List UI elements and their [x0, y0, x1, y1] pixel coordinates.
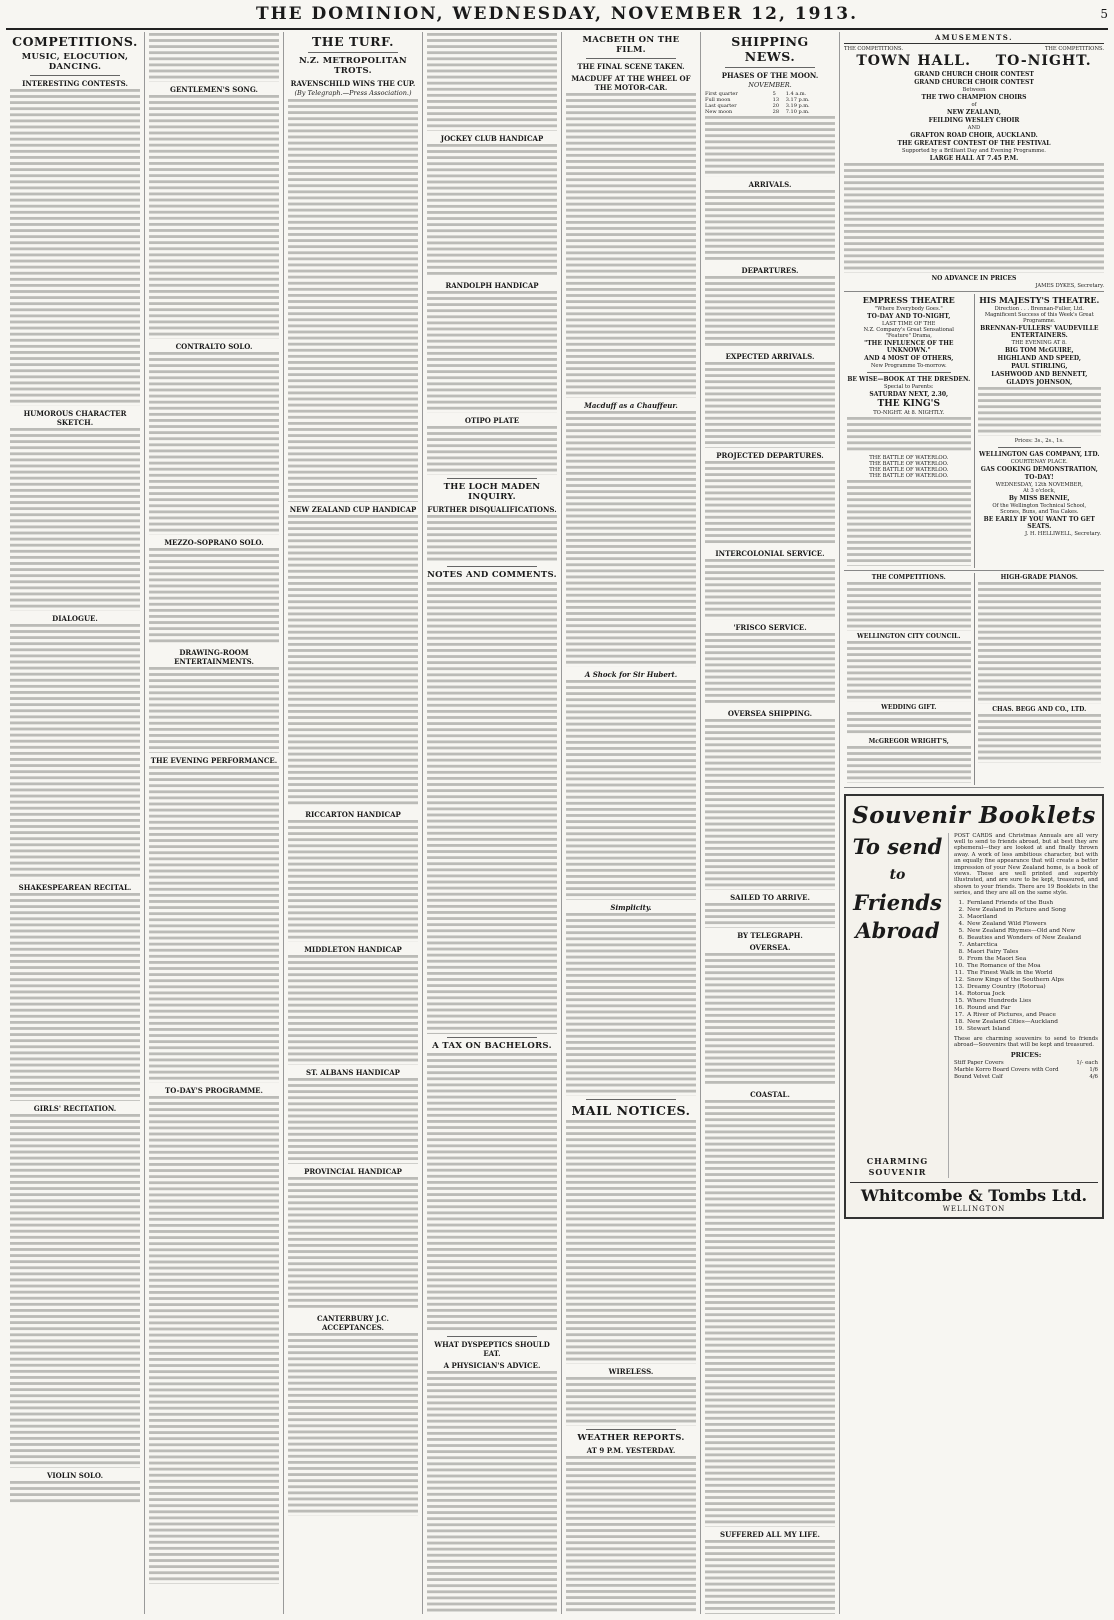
- ad-line: New Programme To-morrow.: [870, 362, 947, 369]
- phase-time: 1.4 a.m.: [785, 91, 807, 97]
- ad-line: THE GREATEST CONTEST OF THE FESTIVAL: [897, 140, 1051, 147]
- section-heading: Simplicity.: [610, 902, 652, 912]
- booklet-item: 18. New Zealand Cities—Auckland: [954, 1018, 1058, 1025]
- article-body: [288, 1177, 418, 1311]
- ad-line: WELLINGTON CITY COUNCIL.: [857, 632, 961, 640]
- price-row: [954, 1060, 1098, 1067]
- phase-day: 13: [772, 97, 780, 103]
- article-body: [10, 89, 140, 406]
- ad-body: [844, 163, 1104, 273]
- ad-line: BE WISE—BOOK AT THE DRESDEN.: [847, 375, 971, 383]
- turf-subheading: N.Z. METROPOLITAN TROTS.: [299, 56, 407, 76]
- ad-line: BE EARLY IF YOU WANT TO GET SEATS.: [983, 515, 1095, 530]
- ad-line: Of the Wellington Technical School,: [992, 502, 1087, 509]
- souvenir-tagline: Abroad: [855, 917, 940, 943]
- booklet-item: 6. Beauties and Wonders of New Zealand: [958, 934, 1082, 941]
- article-body: [288, 955, 418, 1065]
- price-value: 4/6: [1089, 1073, 1098, 1080]
- ad-line: J. H. HELLIWELL, Secretary.: [1025, 530, 1101, 537]
- article-body: [705, 190, 835, 263]
- macbeth-heading: MACBETH ON THE FILM.: [582, 35, 680, 55]
- ad-line: HIGH-GRADE PIANOS.: [1000, 573, 1078, 581]
- phase-name: New moon: [705, 109, 733, 115]
- article-body: [566, 411, 696, 667]
- section-heading: HUMOROUS CHARACTER SKETCH.: [23, 409, 127, 428]
- section-heading: A Shock for Sir Hubert.: [584, 670, 678, 680]
- ad-line: Scones, Buns, and Tea Cakes.: [1000, 508, 1079, 515]
- article-body: [705, 719, 835, 890]
- section-heading: JOCKEY CLUB HANDICAP: [440, 133, 544, 143]
- ad-body: [978, 387, 1102, 436]
- souvenir-tagline: to: [889, 866, 906, 883]
- section-heading: MAIL NOTICES.: [571, 1102, 691, 1118]
- article-body: [10, 428, 140, 611]
- section-heading: GIRLS' RECITATION.: [33, 1103, 117, 1113]
- competitions-subheading: MUSIC, ELOCUTION, DANCING.: [21, 52, 129, 72]
- ad-line: GRAND CHURCH CHOIR CONTEST: [914, 71, 1034, 78]
- corner-label: THE COMPETITIONS.: [1044, 46, 1104, 52]
- souvenir-brand: CHARMING: [866, 1155, 929, 1166]
- section-heading: OVERSEA SHIPPING.: [727, 709, 813, 719]
- phase-time: 7.10 p.m.: [785, 109, 810, 115]
- town-hall-title: TOWN HALL.: [856, 53, 972, 69]
- ad-line: Magnificent Success of this Week's Great Programme.: [984, 311, 1094, 324]
- section-heading: SHAKESPEAREAN RECITAL.: [18, 883, 132, 893]
- article-body: [566, 93, 696, 398]
- ad-line: Direction . . . Brennan-Fuller, Ltd.: [994, 305, 1084, 312]
- page-number: 5: [1100, 7, 1108, 21]
- ad-line: "Where Everybody Goes.": [874, 305, 943, 312]
- section-heading: EXPECTED ARRIVALS.: [725, 352, 815, 362]
- ad-line: LARGE HALL AT 7.45 P.M.: [929, 155, 1019, 162]
- booklet-list: [954, 900, 1098, 1033]
- masthead: [6, 0, 1108, 30]
- section-heading: MEZZO-SOPRANO SOLO.: [164, 537, 264, 547]
- section-heading: BY TELEGRAPH.: [737, 930, 803, 940]
- ad-line: WEDDING GIFT.: [881, 703, 937, 711]
- article-body: [149, 95, 279, 339]
- ad-body: [847, 582, 971, 631]
- booklet-item: 3. Maoriland: [958, 913, 998, 920]
- article-body: [149, 548, 279, 646]
- ad-line: THE COMPETITIONS.: [871, 573, 946, 581]
- ad-line: BIG TOM McGUIRE,: [1004, 346, 1074, 354]
- ad-line: THE EVENING AT 8.: [1011, 339, 1067, 346]
- town-hall-ad: [844, 44, 1104, 292]
- article-body: [705, 116, 835, 177]
- article-body: [149, 667, 279, 752]
- article-body: [427, 33, 557, 131]
- phase-day: 28: [772, 109, 780, 115]
- ad-line: THE BATTLE OF WATERLOO.: [869, 473, 949, 480]
- article-body: [566, 1456, 696, 1614]
- section-heading: NOTES AND COMMENTS.: [427, 570, 557, 581]
- phase-day: 5: [772, 91, 776, 97]
- booklet-item: 19. Stewart Island: [954, 1025, 1011, 1032]
- ad-line: GRAFTON ROAD CHOIR, AUCKLAND.: [910, 132, 1038, 139]
- ad-line: COURTENAY PLACE.: [1010, 458, 1068, 465]
- ad-line: Between: [962, 87, 986, 93]
- article-body: [427, 1053, 557, 1334]
- article-body: [149, 1096, 279, 1584]
- moon-phase-table: [705, 91, 835, 115]
- ad-line: GAS COOKING DEMONSTRATION,: [980, 465, 1098, 473]
- theatre-ads: [844, 292, 1104, 571]
- publisher-city: WELLINGTON: [942, 1204, 1006, 1213]
- ad-line: WELLINGTON GAS COMPANY, LTD.: [979, 450, 1100, 458]
- section-heading: PROJECTED DEPARTURES.: [716, 450, 824, 460]
- section-heading: INTERCOLONIAL SERVICE.: [715, 549, 825, 559]
- section-heading: MIDDLETON HANDICAP: [304, 945, 402, 955]
- ad-line: "Feature" Drama,: [885, 332, 932, 339]
- ad-line: THE BATTLE OF WATERLOO.: [869, 455, 949, 462]
- ad-line: BRENNAN-FULLERS' VAUDEVILLE ENTERTAINERS.: [980, 324, 1099, 339]
- ad-line: WEDNESDAY, 12th NOVEMBER,: [995, 481, 1083, 488]
- article-body: [149, 766, 279, 1083]
- booklet-item: 9. From the Maori Sea: [958, 955, 1027, 962]
- section-heading: A PHYSICIAN'S ADVICE.: [443, 1361, 541, 1371]
- ad-line: TO-DAY!: [1024, 473, 1054, 481]
- ad-line: By MISS BENNIE,: [1008, 494, 1070, 502]
- article-body: [427, 582, 557, 1033]
- section-heading: PROVINCIAL HANDICAP: [304, 1166, 402, 1176]
- section-heading: CANTERBURY J.C. ACCEPTANCES.: [317, 1313, 389, 1332]
- macbeth-subheading: THE FINAL SCENE TAKEN.: [577, 62, 685, 71]
- price-row: [954, 1067, 1098, 1074]
- article-body: [566, 913, 696, 1096]
- column-4: [423, 32, 562, 1614]
- booklet-item: 10. The Romance of the Moa: [954, 962, 1041, 969]
- column-2: [145, 32, 284, 1614]
- section-heading: RICCARTON HANDICAP: [305, 810, 401, 820]
- article-body: [705, 276, 835, 349]
- ad-line: of: [971, 102, 977, 108]
- ad-line: LAST TIME OF THE: [882, 320, 936, 327]
- booklet-item: 13. Dreamy Country (Rotorua): [954, 983, 1046, 990]
- turf-subsubheading: RAVENSCHILD WINS THE CUP.: [290, 79, 416, 88]
- section-heading: WIRELESS.: [608, 1366, 654, 1376]
- article-body: [427, 426, 557, 475]
- article-body: [288, 515, 418, 808]
- section-heading: WEATHER REPORTS.: [577, 1432, 685, 1443]
- booklet-item: 2. New Zealand in Picture and Song: [958, 906, 1067, 913]
- ad-body: [978, 714, 1102, 763]
- article-body: [10, 893, 140, 1100]
- ad-body: [847, 746, 971, 783]
- booklet-item: 5. New Zealand Rhymes—Old and New: [958, 927, 1076, 934]
- byline: (By Telegraph.—Press Association.): [294, 89, 412, 97]
- column-1: [6, 32, 145, 1614]
- souvenir-intro: POST CARDS and Christmas Annuals are all very well to send to friends abroad, but at best they are ephemeral—they are looked at and finally thrown away. A work of less ambitious character, but with an equally fine appearance that will create a better impression of your New Zealand home, is a book of views. These are well printed and superbly illustrated, and are sure to be kept, treasured, and shown to your friends. There are 19 Booklets in the series, and they are all on the same style.: [954, 832, 1098, 897]
- article-body: [705, 559, 835, 620]
- moon-heading: PHASES OF THE MOON.: [721, 71, 819, 80]
- ad-line: THE TWO CHAMPION CHOIRS: [921, 94, 1027, 101]
- ad-line: TO-NIGHT. At 8. NIGHTLY.: [873, 409, 945, 416]
- article-body: [705, 461, 835, 546]
- misc-ads: [844, 571, 1104, 788]
- macbeth-subsubheading: MACDUFF AT THE WHEEL OF THE MOTOR-CAR.: [571, 74, 691, 92]
- article-body: [705, 953, 835, 1087]
- booklet-item: 1. Fernland Friends of the Bush: [958, 899, 1054, 906]
- section-heading: AT 9 P.M. YESTERDAY.: [586, 1445, 676, 1455]
- prices-label: PRICES:: [1010, 1051, 1042, 1060]
- ad-line: THE KING'S: [877, 398, 940, 409]
- ad-line: Supported by a Brilliant Day and Evening Programme.: [902, 148, 1046, 154]
- ad-body: [847, 712, 971, 736]
- article-body: [149, 33, 279, 82]
- ad-body: [978, 582, 1102, 704]
- masthead-title: THE DOMINION, WEDNESDAY, NOVEMBER 12, 1913.: [255, 4, 859, 24]
- article-body: [288, 1333, 418, 1516]
- article-body: [149, 352, 279, 535]
- souvenir-brand: SOUVENIR: [868, 1166, 927, 1177]
- ad-line: AND 4 MOST OF OTHERS,: [864, 354, 954, 362]
- booklet-item: 16. Round and Far: [954, 1004, 1011, 1011]
- booklet-item: 15. Where Hundreds Lies: [954, 997, 1032, 1004]
- ad-line: JAMES DYKES, Secretary.: [1035, 282, 1104, 289]
- ad-line: LASHWOOD AND BENNETT,: [991, 370, 1088, 378]
- section-heading: OTIPO PLATE: [464, 415, 520, 425]
- pianos-ad: [975, 573, 1105, 785]
- article-body: [705, 362, 835, 447]
- section-heading: WHAT DYSPEPTICS SHOULD EAT.: [434, 1340, 550, 1359]
- competitions-heading: COMPETITIONS.: [12, 34, 138, 49]
- article-body: [10, 624, 140, 880]
- phase-time: 3.17 p.m.: [785, 97, 810, 103]
- section-heading: SUFFERED ALL MY LIFE.: [720, 1529, 820, 1539]
- section-heading: VIOLIN SOLO.: [46, 1470, 104, 1480]
- booklet-item: 4. New Zealand Wild Flowers: [958, 920, 1047, 927]
- publisher-name: Whitcombe & Tombs Ltd.: [860, 1185, 1088, 1205]
- booklet-item: 7. Antarctica: [958, 941, 998, 948]
- column-6: [701, 32, 840, 1614]
- column-7-amusements: [840, 32, 1108, 1614]
- article-body: [705, 1540, 835, 1614]
- article-body: [566, 1120, 696, 1364]
- souvenir-tagline: To send: [852, 833, 943, 859]
- ad-body: [847, 417, 971, 454]
- section-heading: THE EVENING PERFORMANCE.: [150, 755, 278, 765]
- ad-line: Prices: 3s., 2s., 1s.: [1014, 437, 1064, 444]
- article-body: [427, 515, 557, 564]
- phase-day: 20: [772, 103, 780, 109]
- section-heading: NEW ZEALAND CUP HANDICAP: [289, 504, 417, 514]
- ad-line: PAUL STIRLING,: [1011, 362, 1068, 370]
- competitions-subsubheading: INTERESTING CONTESTS.: [22, 79, 128, 88]
- article-body: [705, 903, 835, 927]
- section-heading: ST. ALBANS HANDICAP: [306, 1068, 400, 1078]
- article-body: [427, 144, 557, 278]
- souvenir-booklets-ad: [844, 794, 1104, 1219]
- column-5: [562, 32, 701, 1614]
- ad-line: FEILDING WESLEY CHOIR: [928, 117, 1020, 124]
- section-heading: TO-DAY'S PROGRAMME.: [165, 1085, 263, 1095]
- ad-body: [847, 480, 971, 565]
- souvenir-footnote: These are charming souvenirs to send to friends abroad—Souvenirs that will be kept and treasured.: [954, 1035, 1098, 1049]
- ad-line: GRAND CHURCH CHOIR CONTEST: [914, 79, 1034, 86]
- article-body: [566, 680, 696, 900]
- souvenir-title: Souvenir Booklets: [852, 801, 1096, 829]
- article-body: [705, 1100, 835, 1527]
- section-heading: THE LOCH MADEN INQUIRY.: [443, 481, 541, 502]
- ad-line: GLADYS JOHNSON,: [1006, 378, 1073, 386]
- ad-line: At 3 o'clock,: [1023, 487, 1056, 494]
- booklet-item: 17. A River of Pictures, and Peace: [954, 1011, 1056, 1018]
- section-heading: FURTHER DISQUALIFICATIONS.: [427, 504, 557, 514]
- moon-month: NOVEMBER.: [748, 81, 792, 89]
- article-body: [10, 1114, 140, 1468]
- ad-line: CHAS. BEGG AND CO., LTD.: [992, 705, 1087, 713]
- section-heading: RANDOLPH HANDICAP: [445, 280, 539, 290]
- ad-line: HIGHLAND AND SPEED,: [997, 354, 1081, 362]
- article-body: [427, 291, 557, 413]
- ad-body: [847, 641, 971, 702]
- article-body: [288, 1078, 418, 1163]
- article-body: [427, 1371, 557, 1614]
- price-item: Marble Korro Board Covers with Cord: [954, 1067, 1059, 1074]
- section-heading: SAILED TO ARRIVE.: [730, 893, 810, 903]
- ad-line: TO-DAY AND TO-NIGHT,: [867, 312, 951, 320]
- phase-time: 3.19 p.m.: [785, 103, 810, 109]
- section-heading: Macduff as a Chauffeur.: [584, 401, 678, 410]
- empress-ad: [844, 294, 975, 568]
- section-heading: COASTAL.: [750, 1089, 790, 1099]
- shipping-heading: SHIPPING NEWS.: [731, 34, 809, 64]
- section-heading: 'FRISCO SERVICE.: [733, 623, 807, 633]
- ad-line: THE BATTLE OF WATERLOO.: [869, 461, 949, 468]
- ad-line: EMPRESS THEATRE: [862, 294, 955, 305]
- ad-line: SATURDAY NEXT, 2.30,: [869, 390, 949, 398]
- amusements-header: AMUSEMENTS.: [844, 32, 1104, 44]
- column-3: [284, 32, 423, 1614]
- price-value: 1/- each: [1076, 1060, 1098, 1067]
- section-heading: DEPARTURES.: [741, 266, 799, 276]
- section-heading: ARRIVALS.: [748, 180, 792, 189]
- booklet-item: 12. Snow Kings of the Southern Alps: [954, 976, 1065, 983]
- section-heading: DRAWING-ROOM ENTERTAINMENTS.: [174, 648, 254, 667]
- phase-name: Full moon: [705, 97, 731, 103]
- section-heading: GENTLEMEN'S SONG.: [169, 84, 258, 94]
- booklet-item: 8. Maori Fairy Tales: [958, 948, 1019, 955]
- section-heading: A TAX ON BACHELORS.: [432, 1040, 552, 1051]
- phase-name: First quarter: [705, 91, 738, 97]
- price-row: [954, 1074, 1098, 1081]
- ad-line: McGREGOR WRIGHT'S,: [868, 737, 949, 745]
- ad-line: "THE INFLUENCE OF THE UNKNOWN.": [864, 339, 954, 354]
- souvenir-tagline: Friends: [853, 889, 942, 915]
- ad-line: THE BATTLE OF WATERLOO.: [869, 467, 949, 474]
- ad-line: N.Z. Company's Great Sensational: [863, 326, 954, 333]
- section-heading: CONTRALTO SOLO.: [175, 341, 253, 351]
- ad-line: AND: [967, 125, 981, 131]
- tonight-title: TO-NIGHT.: [995, 53, 1092, 69]
- ad-line: HIS MAJESTY'S THEATRE.: [979, 294, 1100, 305]
- article-body: [10, 1481, 140, 1505]
- booklet-item: 11. The Finest Walk in the World: [954, 969, 1053, 976]
- article-body: [566, 1377, 696, 1426]
- article-body: [288, 820, 418, 942]
- article-body: [705, 633, 835, 706]
- booklet-item: 14. Rotorua Jock: [954, 990, 1006, 997]
- price-item: Bound Velvet Calf: [954, 1073, 1003, 1080]
- ad-line: NO ADVANCE IN PRICES: [931, 274, 1017, 282]
- his-majestys-ad: [975, 294, 1105, 568]
- price-value: 1/6: [1089, 1067, 1098, 1074]
- turf-heading: THE TURF.: [311, 34, 395, 49]
- recital-ad: [844, 573, 975, 785]
- ad-line: NEW ZEALAND,: [947, 109, 1001, 116]
- ad-line: Special to Parents:: [883, 383, 934, 390]
- section-heading: DIALOGUE.: [52, 614, 98, 624]
- table-row: [705, 109, 835, 115]
- price-item: Stiff Paper Covers: [954, 1060, 1004, 1067]
- section-heading: OVERSEA.: [749, 942, 791, 952]
- phase-name: Last quarter: [705, 103, 737, 109]
- article-body: [288, 99, 418, 502]
- corner-label: THE COMPETITIONS.: [844, 46, 904, 52]
